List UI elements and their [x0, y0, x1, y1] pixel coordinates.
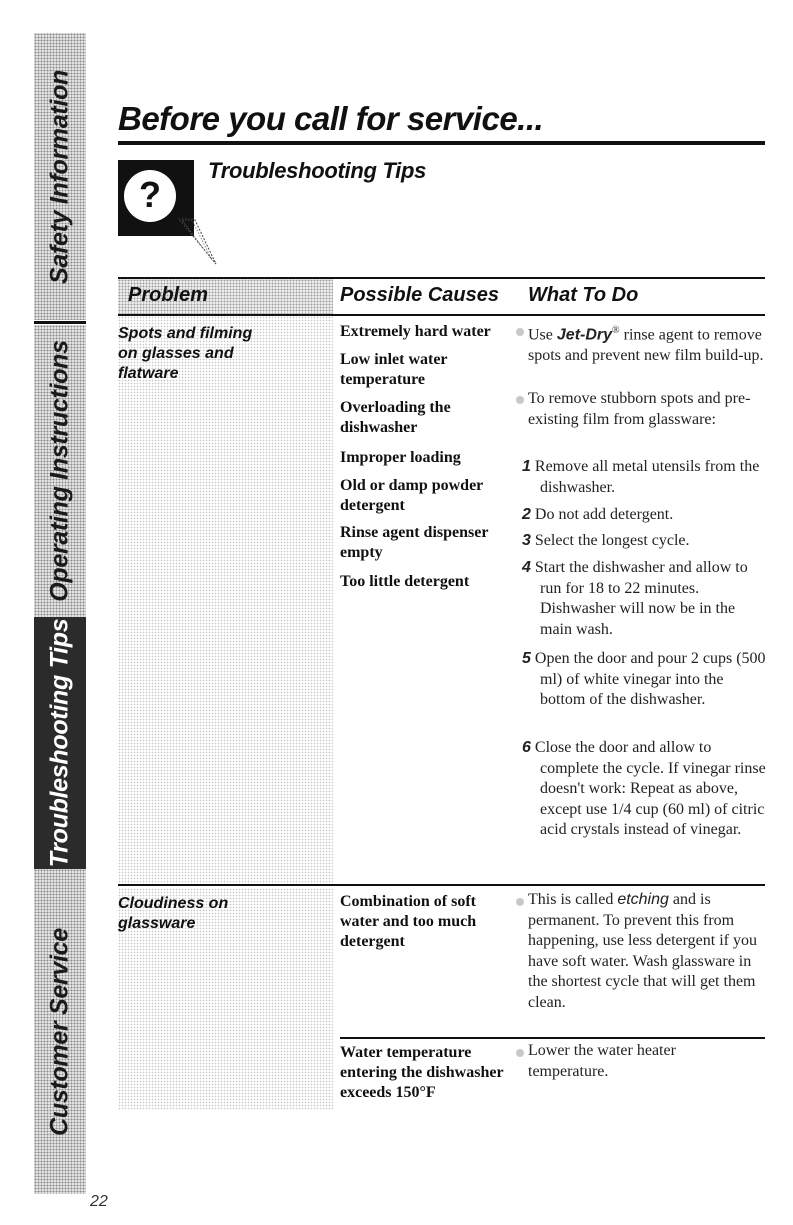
todo-jet-dry [528, 321, 768, 366]
bullet [516, 396, 524, 404]
todo-stubborn-spots: To remove stubborn spots and pre-existing film from glassware: [528, 390, 751, 428]
bullet [516, 328, 524, 336]
registered-mark: ® [612, 325, 620, 336]
step-number: 5 [522, 650, 531, 667]
speech-tail-icon [178, 218, 218, 266]
step-text: Select the longest cycle. [534, 532, 690, 549]
tab-label: Customer Service [45, 927, 74, 1136]
bullet [516, 898, 524, 906]
column-header-todo: What To Do [528, 284, 639, 306]
cause-item: Improper loading [340, 449, 461, 466]
tab-divider [34, 321, 86, 324]
step [522, 738, 768, 841]
cause-item: Too little detergent [340, 573, 470, 590]
problem-column-background [118, 316, 333, 884]
problem-spots-filming: Spots and filming on glasses and flatware [118, 325, 253, 382]
icon-glyph: ? [139, 174, 161, 215]
cause-item: Combination of soft water and too much detergent [340, 893, 477, 950]
subrow-divider [340, 1037, 765, 1039]
brand-name: Jet-Dry [556, 326, 613, 344]
etching-term: etching [617, 891, 669, 908]
step-number: 4 [522, 559, 531, 576]
cause-item: Rinse agent dispenser empty [340, 524, 489, 561]
tab-label: Safety Information [45, 69, 74, 284]
step-text: Remove all metal utensils from the dishwasher. [534, 458, 760, 496]
cause-item: Water temperature entering the dishwasher exceeds 150°F [340, 1044, 504, 1101]
title-rule [118, 141, 765, 145]
todo-text: and is permanent. To prevent this from happening, use less detergent if you have soft water. Wash glassware in the shortest cycle that will get them clean. [528, 891, 757, 1011]
step-text: Open the door and pour 2 cups (500 ml) of white vinegar into the bottom of the dishwasher. [534, 650, 766, 708]
todo-etching [528, 890, 763, 1013]
step [522, 457, 768, 498]
step-number: 1 [522, 458, 531, 475]
cause-item: Overloading the dishwasher [340, 399, 451, 436]
tab-troubleshooting-tips [34, 617, 86, 869]
step-text: Start the dishwasher and allow to run for 18 to 22 minutes. Dishwasher will now be in the main wash. [534, 559, 748, 638]
tab-label: Operating Instructions [45, 340, 74, 602]
page-title: Before you call for service... [118, 100, 544, 137]
step-number: 2 [522, 506, 531, 523]
column-header-problem: Problem [128, 284, 209, 306]
tab-customer-service [34, 869, 86, 1194]
section-subtitle: Troubleshooting Tips [208, 158, 427, 183]
step-number: 6 [522, 739, 531, 756]
tab-operating-instructions [34, 325, 86, 617]
step-text: Do not add detergent. [534, 506, 674, 523]
cause-item: Extremely hard water [340, 323, 491, 340]
column-header-causes: Possible Causes [340, 284, 499, 306]
todo-lower-temp: Lower the water heater temperature. [528, 1042, 676, 1080]
cause-item: Low inlet water temperature [340, 351, 448, 388]
problem-cloudiness: Cloudiness on glassware [118, 895, 229, 932]
todo-text: rinse agent to remove spots and prevent new film build-up. [528, 326, 764, 364]
row-divider [118, 884, 765, 886]
step [522, 505, 768, 526]
cause-item: Old or damp powder detergent [340, 477, 483, 514]
tab-safety-information [34, 33, 86, 320]
step [522, 649, 768, 711]
step-number: 3 [522, 532, 531, 549]
todo-text: This is called [528, 891, 618, 908]
step [522, 558, 768, 640]
step-text: Close the door and allow to complete the cycle. If vinegar rinse doesn't work: Repeat as above, except use 1/4 cup (60 ml) of citric acid crystals instead of vinegar. [534, 739, 766, 838]
icon-circle [124, 170, 176, 222]
tab-label: Troubleshooting Tips [45, 618, 74, 868]
step [522, 531, 768, 552]
todo-text: Use [528, 326, 557, 344]
bullet [516, 1049, 524, 1057]
page-number: 22 [90, 1193, 108, 1210]
